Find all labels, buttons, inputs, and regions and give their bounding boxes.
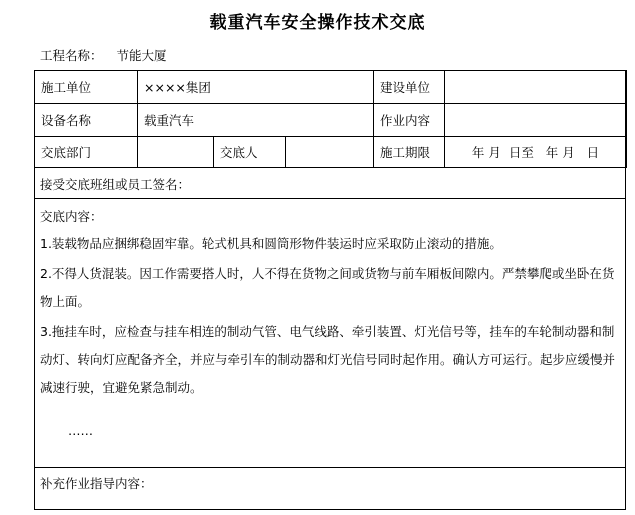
project-name-line bbox=[40, 46, 167, 64]
construction-unit-label: 施工单位 bbox=[35, 71, 138, 104]
period-value[interactable]: 年 月 日至 年 月 日 bbox=[445, 137, 627, 168]
table-row bbox=[35, 137, 627, 168]
builder-value[interactable] bbox=[445, 71, 627, 104]
table-row bbox=[35, 71, 627, 104]
divider bbox=[34, 467, 626, 468]
supplement-label: 补充作业指导内容： bbox=[40, 476, 153, 491]
content-item-3: 3.拖挂车时，应检查与挂车相连的制动气管、电气线路、牵引装置、灯光信号等，挂车的车轮制动器和制动灯、转向灯应配备齐全，并应与牵引车的制动器和灯光信号同时起作用。确认方可运行。起步应缓慢并减速行驶，宜避免紧急制动。 bbox=[40, 324, 616, 395]
period-label: 施工期限 bbox=[374, 137, 445, 168]
builder-label: 建设单位 bbox=[374, 71, 445, 104]
equipment-value[interactable]: 载重汽车 bbox=[138, 104, 374, 137]
dept-value[interactable] bbox=[138, 137, 214, 168]
table-row bbox=[35, 104, 627, 137]
content-item-1: 1.装载物品应捆绑稳固牢靠。轮式机具和圆筒形物件装运时应采取防止滚动的措施。 bbox=[40, 236, 502, 251]
project-name-label: 工程名称： bbox=[40, 48, 103, 63]
person-value[interactable] bbox=[286, 137, 374, 168]
content-ellipsis: …… bbox=[68, 423, 93, 438]
construction-unit-value[interactable]: ××××集团 bbox=[138, 71, 374, 104]
info-table bbox=[34, 70, 627, 168]
divider bbox=[34, 198, 626, 199]
work-content-value[interactable] bbox=[445, 104, 627, 137]
signature-label: 接受交底班组或员工签名： bbox=[40, 177, 191, 192]
work-content-label: 作业内容 bbox=[374, 104, 445, 137]
content-item-2: 2.不得人货混装。因工作需要搭人时，人不得在货物之间或货物与前车厢板间隙内。严禁攀爬或坐卧在货物上面。 bbox=[40, 266, 615, 309]
dept-label: 交底部门 bbox=[35, 137, 138, 168]
content-heading: 交底内容： bbox=[40, 209, 103, 224]
project-name-value: 节能大厦 bbox=[116, 48, 167, 63]
person-label: 交底人 bbox=[214, 137, 286, 168]
equipment-label: 设备名称 bbox=[35, 104, 138, 137]
document-title: 载重汽车安全操作技术交底 bbox=[209, 13, 426, 33]
